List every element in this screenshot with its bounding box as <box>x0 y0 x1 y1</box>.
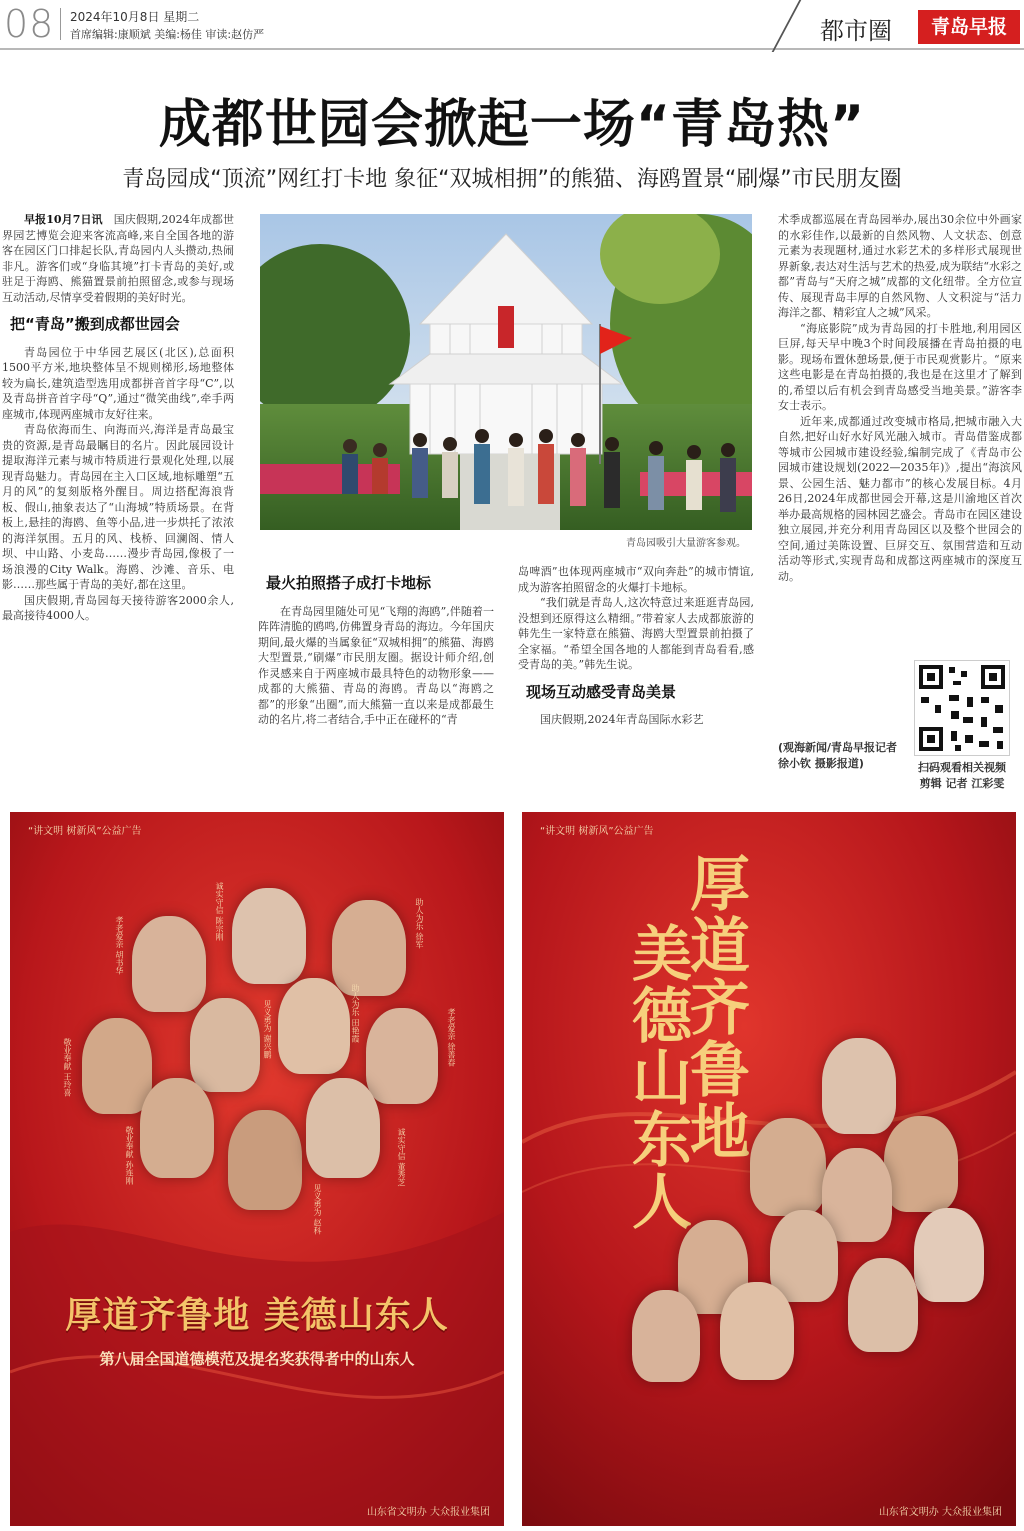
portrait-caption: 见义勇为 赵科 <box>313 1184 322 1235</box>
portrait-caption: 孝老爱亲 徐善春 <box>447 1008 456 1067</box>
portrait-caption: 诚实守信 董秀芝 <box>397 1128 406 1187</box>
news-photo <box>260 214 752 530</box>
photo-caption: 青岛园吸引大量游客参观。 <box>626 538 746 549</box>
lead-paragraph: 早报10月7日讯 国庆假期,2024年成都世界园艺博览会迎来客流高峰,来自全国各地的游客在园区门口排起长队,青岛园内人头攒动,热闹非凡。游客们或“身临其境”打卡青岛的美好,或驻足于海鸥、熊猫置景前拍照留念,或参与现场互动活动,尽情享受着假期的美好时光。 <box>2 213 234 304</box>
portrait <box>132 916 206 1012</box>
body-paragraph: 青岛依海而生、向海而兴,海洋是青岛最宝贵的资源,是青岛最瞩目的名片。因此展园设计提取海洋元素与城市特质进行景观化处理,以展现青岛魅力。青岛园在主入口区域,地标雕塑“五月的风”的复刻版格外醒目。周边搭配海浪背板、假山,抽象表达了“山海城”特质场景。在背板上,悬挂的海鸥、鱼等小品,进一步烘托了浓浓的海洋氛围。五月的风、栈桥、回澜阁、情人坝、中山路、小麦岛……漫步青岛园,像极了一场浪漫的City Walk。海鸥、沙滩、音乐、电影……那些属于青岛的美好,都在这里。 <box>2 423 234 591</box>
header-divider <box>60 8 61 40</box>
poster-tag: “讲文明 树新风”公益广告 <box>28 826 142 837</box>
poster-footer: 山东省文明办 大众报业集团 <box>366 1507 490 1518</box>
body-paragraph: 青岛园位于中华园艺展区(北区),总面积1500平方米,地块整体呈不规则梯形,场地整体较为扁长,建筑造型选用成都拼音首字母“C”,以及青岛拼音首字母“Q”,通过“微笑曲线”,牵手两座城市,体现两座城市友好往来。 <box>2 345 234 421</box>
dateline: 早报10月7日讯 <box>24 213 103 226</box>
article-subheadline: 青岛园成“顶流”网红打卡地 象征“双城相拥”的熊猫、海鸥置景“刷爆”市民朋友圈 <box>122 167 902 192</box>
poster-subtitle: 第八届全国道德模范及提名奖获得者中的山东人 <box>99 1350 415 1368</box>
portrait-caption: 敬业奉献 王玲喜 <box>63 1038 72 1097</box>
section-heading-3: 现场互动感受青岛美景 <box>526 682 677 701</box>
garden-pavilion-photo <box>260 214 752 530</box>
article-column-4 <box>778 212 1022 652</box>
poster-slogan: 厚道齐鲁地 美德山东人 <box>65 1295 449 1336</box>
portrait <box>82 1018 152 1114</box>
poster-footer: 山东省文明办 大众报业集团 <box>878 1507 1002 1518</box>
portrait <box>848 1258 918 1352</box>
portrait <box>332 900 406 996</box>
section-heading-1: 把“青岛”搬到成都世园会 <box>10 315 180 333</box>
body-paragraph: 术季成都巡展在青岛园举办,展出30余位中外画家的水彩佳作,以最新的自然风物、人文状态、创意元素为表现题材,通过水彩艺术的多样形式展现世界新象,表达对生活与艺术的热爱,成为联结“水彩之都”青岛与“天府之城”成都的文化纽带。全方位宣传、展现青岛丰厚的自然风物、人文积淀与“活力海洋之都、精彩宜人之城”风采。 <box>778 213 1022 319</box>
reporter-credit: (观海新闻/青岛早报记者 徐小钦 摄影报道) <box>778 741 898 770</box>
portrait <box>140 1078 214 1178</box>
qr-code[interactable] <box>914 660 1010 756</box>
poster-title-col2: 美德山东人 <box>622 922 692 1232</box>
body-paragraph: “海底影院”成为青岛园的打卡胜地,利用园区巨屏,每天早中晚3个时间段展播在青岛拍摄的电影。现场布置休憩场景,便于市民观赏影片。“原来这些电影是在青岛拍摄的,我也是在这里才了解到的,希望以后有机会到青岛感受当地美景。”游客李女士表示。 <box>778 321 1022 412</box>
poster-title-col1: 厚道齐鲁地 <box>680 852 750 1162</box>
article-headline: 成都世园会掀起一场“青岛热” <box>158 95 866 155</box>
portrait <box>632 1290 700 1382</box>
body-paragraph: 岛啤酒”也体现两座城市“双向奔赴”的城市情谊,成为游客拍照留念的火爆打卡地标。 <box>518 565 754 594</box>
portrait <box>770 1210 838 1302</box>
section-name: 都市圈 <box>820 17 892 45</box>
portrait <box>306 1078 380 1178</box>
body-paragraph: 国庆假期,青岛园每天接待游客2000余人,最高接待4000人。 <box>2 593 234 622</box>
portrait <box>232 888 306 984</box>
portrait <box>278 978 350 1074</box>
article-column-3 <box>518 564 754 792</box>
portrait <box>228 1110 302 1210</box>
portrait <box>884 1116 958 1212</box>
portrait-caption: 见义勇为 谢兴鹏 <box>263 1000 272 1059</box>
body-paragraph: 近年来,成都通过改变城市格局,把城市融入大自然,把好山好水好风光融入城市。青岛借鉴成都等城市公园城市建设经验,编制完成了《青岛市公园城市建设规划(2022—2035年)》,提出“海滨风景、公园生活、魅力都市”的核心发展目标。4月26日,2024年成都世园会开幕,这是川渝地区首次举办最高规格的园林园艺盛会。青岛市在园区建设独立展园,并充分利用青岛园区以及整个世园会的空间,通过美陈设置、巨屏交互、氛围营造和互动活动等形式,实现青岛和成都这两座城市的深度互动。 <box>778 414 1022 583</box>
portrait <box>822 1038 896 1134</box>
section-heading-2: 最火拍照搭子成打卡地标 <box>266 574 432 592</box>
body-paragraph: “我们就是青岛人,这次特意过来逛逛青岛园,没想到还原得这么精细。”带着家人去成都旅游的韩先生一家特意在熊猫、海鸥大型置景前拍摄了全家福。“希望全国各地的人都能到青岛看看,感受青岛的美。”韩先生说。 <box>518 596 754 671</box>
portrait-caption: 诚实守信 陈宗刚 <box>215 882 224 941</box>
portrait <box>914 1208 984 1302</box>
portrait-caption: 孝老爱亲 胡书华 <box>115 916 124 975</box>
public-service-poster-right <box>522 812 1016 1526</box>
issue-date: 2024年10月8日 星期二 <box>70 10 200 24</box>
body-paragraph: 国庆假期,2024年青岛国际水彩艺 <box>540 713 704 726</box>
portrait-caption: 助人为乐 徐军 <box>415 898 424 949</box>
article-column-2 <box>258 564 494 792</box>
poster-tag: “讲文明 树新风”公益广告 <box>540 826 654 837</box>
body-paragraph: 在青岛园里随处可见“飞翔的海鸥”,伴随着一阵阵清脆的鸥鸣,仿佛置身青岛的海边。今年国庆期间,最火爆的当属象征“双城相拥”的熊猫、海鸥大型置景,“刷爆”市民朋友圈。据设计师介绍,创作灵感来自于两座城市最具特色的动物形象——成都的大熊猫、青岛的海鸥。青岛以“海鸥之都”的形象“出圈”,而大熊猫一直以来是成都最生动的名片,将二者结合,手中正在碰杯的“青 <box>258 604 494 726</box>
portrait <box>190 998 260 1092</box>
newspaper-logo: 青岛早报 <box>918 10 1020 44</box>
portrait-caption: 助人为乐 田艳霞 <box>351 984 360 1043</box>
page-number: 08 <box>4 2 55 46</box>
portrait-caption: 敬业奉献 孙连刚 <box>125 1126 134 1185</box>
qr-caption: 扫码观看相关视频 剪辑 记者 江彩雯 <box>918 761 1006 790</box>
qr-code-icon <box>915 661 1009 755</box>
article-column-1 <box>2 212 234 792</box>
header-slash-decoration <box>772 0 825 52</box>
editors-credit: 首席编辑:康顺斌 美编:杨佳 审读:赵仿严 <box>70 28 265 41</box>
page-header <box>0 0 1024 50</box>
portrait <box>366 1008 438 1104</box>
public-service-poster-left <box>10 812 504 1526</box>
portrait <box>750 1118 826 1216</box>
portrait <box>720 1282 794 1380</box>
